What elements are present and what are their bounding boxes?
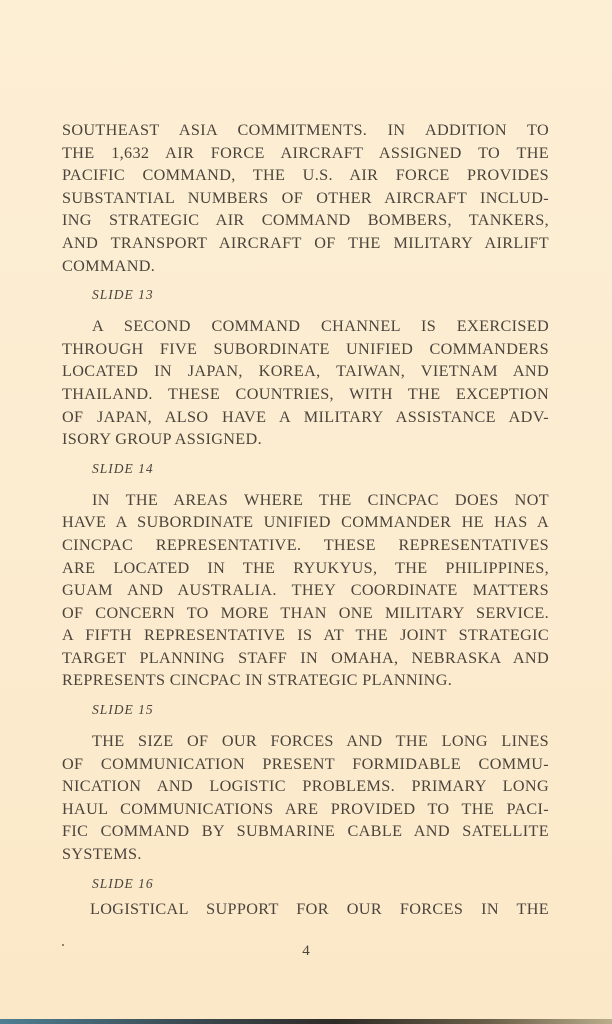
text-line: COMMAND. xyxy=(62,256,156,275)
paragraph-slide-13 xyxy=(62,315,549,451)
paragraph-slide-16 xyxy=(62,898,549,921)
text-line: ING STRATEGIC AIR COMMAND BOMBERS, TANKERS, xyxy=(62,211,549,230)
text-line: SYSTEMS. xyxy=(62,845,142,864)
text-line: NICATION AND LOGISTIC PROBLEMS. PRIMARY LONG xyxy=(62,777,549,796)
text-line: AND TRANSPORT AIRCRAFT OF THE MILITARY AIRLIFT xyxy=(62,233,549,252)
text-line: TARGET PLANNING STAFF IN OMAHA, NEBRASKA AND xyxy=(62,648,549,667)
text-line: OF COMMUNICATION PRESENT FORMIDABLE COMMU- xyxy=(62,754,549,773)
slide-label-14: SLIDE 14 xyxy=(92,460,154,476)
text-line: OF JAPAN, ALSO HAVE A MILITARY ASSISTANCE ADV- xyxy=(62,407,549,426)
text-line: PACIFIC COMMAND, THE U.S. AIR FORCE PROVIDES xyxy=(62,166,549,185)
text-line: IN THE AREAS WHERE THE CINCPAC DOES NOT xyxy=(92,490,549,509)
text-line: CINCPAC REPRESENTATIVE. THESE REPRESENTATIVES xyxy=(62,535,549,554)
text-line: FIC COMMAND BY SUBMARINE CABLE AND SATELLITE xyxy=(62,822,549,841)
page-body xyxy=(62,119,549,920)
text-line: A FIFTH REPRESENTATIVE IS AT THE JOINT STRATEGIC xyxy=(62,626,549,645)
text-line: HAUL COMMUNICATIONS ARE PROVIDED TO THE PACI- xyxy=(62,799,549,818)
text-line: A SECOND COMMAND CHANNEL IS EXERCISED xyxy=(92,317,549,336)
paragraph-slide-15 xyxy=(62,730,549,866)
slide-label-13: SLIDE 13 xyxy=(92,287,154,303)
page-number: 4 xyxy=(302,943,310,959)
text-line: ISORY GROUP ASSIGNED. xyxy=(62,430,262,449)
text-line: ARE LOCATED IN THE RYUKYUS, THE PHILIPPINES, xyxy=(62,558,549,577)
text-line: THROUGH FIVE SUBORDINATE UNIFIED COMMANDERS xyxy=(62,339,549,358)
text-line: SUBSTANTIAL NUMBERS OF OTHER AIRCRAFT INCLUD- xyxy=(62,188,549,207)
text-line: HAVE A SUBORDINATE UNIFIED COMMANDER HE HAS A xyxy=(62,513,549,532)
slide-label-15: SLIDE 15 xyxy=(92,702,154,718)
text-line: SOUTHEAST ASIA COMMITMENTS. IN ADDITION TO xyxy=(62,121,549,139)
text-line: OF CONCERN TO MORE THAN ONE MILITARY SERVICE. xyxy=(62,603,549,622)
text-line: GUAM AND AUSTRALIA. THEY COORDINATE MATTERS xyxy=(62,581,549,600)
text-line: REPRESENTS CINCPAC IN STRATEGIC PLANNING. xyxy=(62,671,453,690)
text-line: THE 1,632 AIR FORCE AIRCRAFT ASSIGNED TO THE xyxy=(62,143,549,162)
text-line: LOGISTICAL SUPPORT FOR OUR FORCES IN THE xyxy=(90,899,549,918)
text-line: LOCATED IN JAPAN, KOREA, TAIWAN, VIETNAM AND xyxy=(62,362,549,381)
text-line: THE SIZE OF OUR FORCES AND THE LONG LINES xyxy=(92,732,549,751)
text-line: THAILAND. THESE COUNTRIES, WITH THE EXCEPTION xyxy=(62,384,549,403)
paragraph-continuation xyxy=(62,119,549,277)
paragraph-slide-14 xyxy=(62,489,549,692)
slide-label-16: SLIDE 16 xyxy=(92,875,154,891)
scan-bottom-edge xyxy=(0,1019,612,1024)
